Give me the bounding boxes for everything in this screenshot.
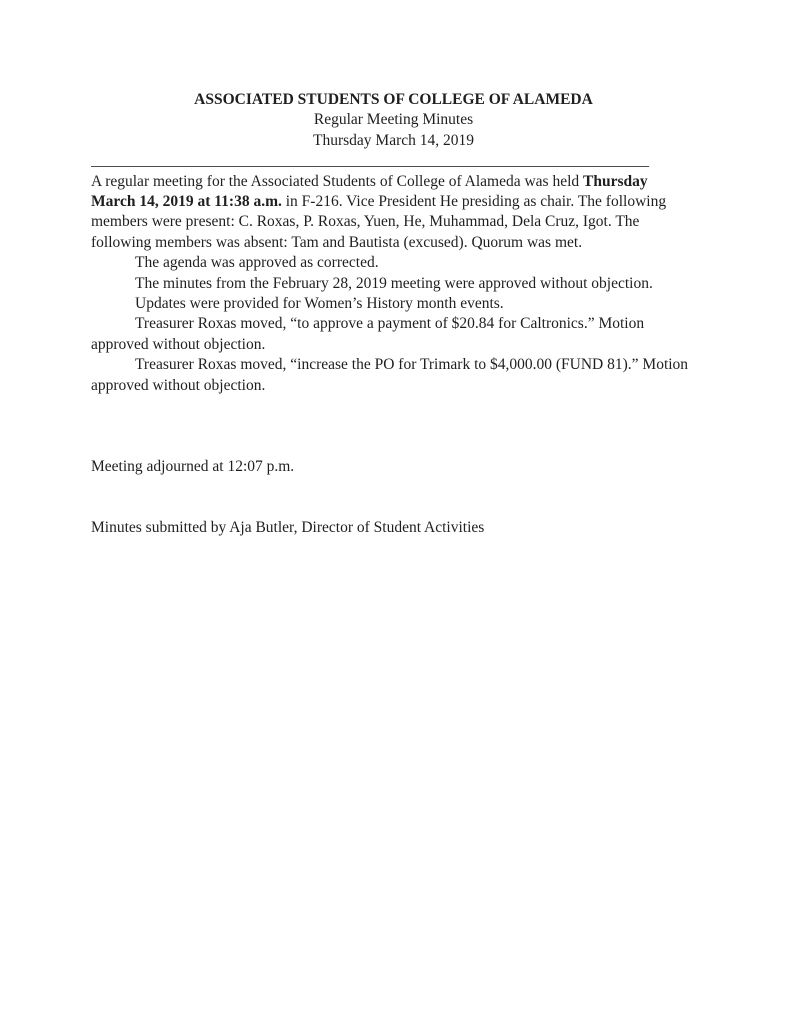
body-line [91, 192, 696, 212]
doc-meeting-date: Thursday March 14, 2019 [313, 131, 474, 149]
doc-title: ASSOCIATED STUDENTS OF COLLEGE OF ALAMEDA [194, 91, 593, 108]
adjournment-line: Meeting adjourned at 12:07 p.m. [91, 458, 295, 476]
body-line: Treasurer Roxas moved, “to approve a payment of $20.84 for Caltronics.” Motion [135, 315, 645, 333]
body-line [91, 172, 696, 192]
body-line: following members was absent: Tam and Bautista (excused). Quorum was met. [91, 233, 583, 251]
body-text-bold: Thursday [583, 172, 648, 190]
body-line: approved without objection. [91, 376, 266, 394]
vertical-gap [91, 396, 696, 457]
vertical-gap [91, 478, 696, 519]
body-line: The agenda was approved as corrected. [135, 254, 379, 272]
divider-line: ________________________________________________________________________ [91, 152, 649, 170]
body-line: Treasurer Roxas moved, “increase the PO for Trimark to $4,000.00 (FUND 81).” Motion [135, 356, 689, 374]
body-line: members were present: C. Roxas, P. Roxas, Yuen, He, Muhammad, Dela Cruz, Igot. The [91, 213, 640, 231]
body-line: approved without objection. [91, 335, 266, 353]
body-text: A regular meeting for the Associated Students of College of Alameda was held [91, 172, 584, 190]
body-line: The minutes from the February 28, 2019 meeting were approved without objection. [135, 274, 653, 292]
body-text-bold: March 14, 2019 at 11:38 a.m. [91, 193, 282, 211]
doc-meeting-type: Regular Meeting Minutes [313, 111, 474, 129]
submission-line: Minutes submitted by Aja Butler, Director of Student Activities [91, 519, 485, 537]
text-column [91, 90, 696, 539]
body-line: Updates were provided for Women’s History month events. [135, 295, 504, 313]
body-text: in F-216. Vice President He presiding as chair. The following [281, 193, 667, 211]
